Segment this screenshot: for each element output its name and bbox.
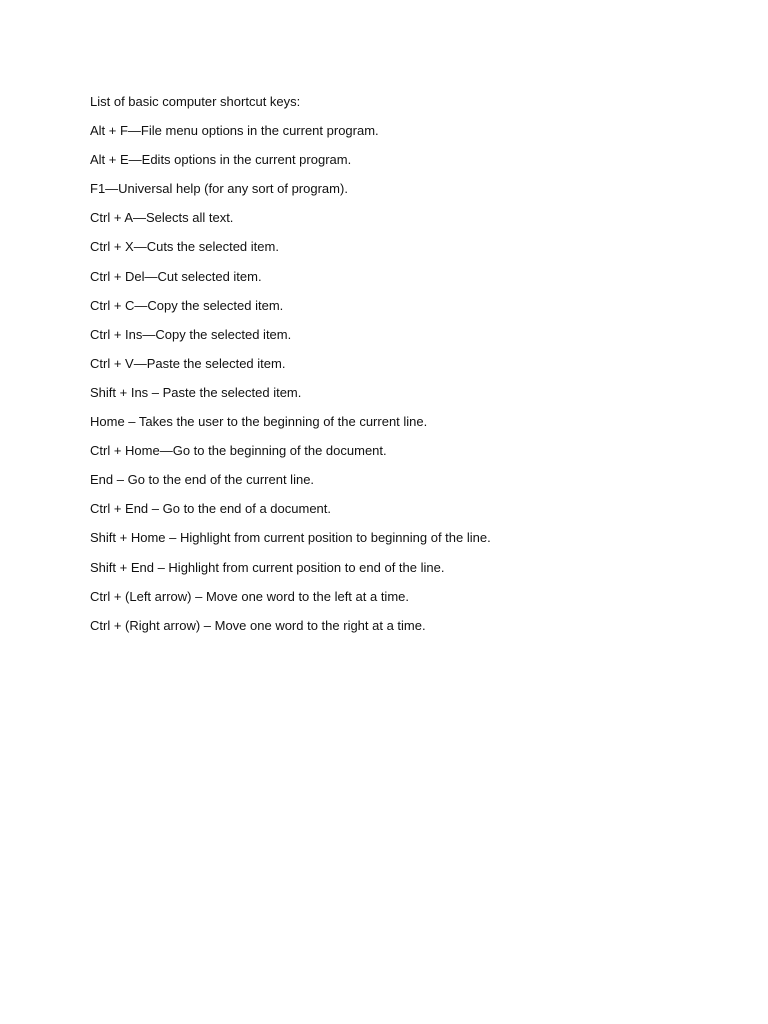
shortcut-line: Shift + End – Highlight from current position to end of the line. (90, 559, 445, 575)
document-heading: List of basic computer shortcut keys: (90, 94, 301, 109)
shortcut-line: F1—Universal help (for any sort of program). (90, 181, 348, 197)
shortcut-line: Shift + Home – Highlight from current position to beginning of the line. (90, 530, 491, 546)
shortcut-line: Shift + Ins – Paste the selected item. (90, 384, 302, 400)
shortcut-line: Ctrl + X—Cuts the selected item. (90, 239, 279, 255)
shortcut-line: Ctrl + Ins—Copy the selected item. (90, 326, 292, 342)
shortcut-line: Ctrl + (Left arrow) – Move one word to the left at a time. (90, 588, 409, 604)
shortcut-line: Ctrl + Del—Cut selected item. (90, 268, 262, 284)
shortcut-line: Ctrl + V—Paste the selected item. (90, 355, 286, 371)
shortcut-line: End – Go to the end of the current line. (90, 472, 315, 488)
shortcut-line: Home – Takes the user to the beginning of the current line. (90, 414, 428, 430)
shortcut-line: Ctrl + (Right arrow) – Move one word to the right at a time. (90, 617, 426, 633)
shortcut-line: Alt + F—File menu options in the current program. (90, 123, 379, 139)
shortcut-line: Ctrl + End – Go to the end of a document. (90, 501, 332, 517)
document-body (90, 92, 730, 645)
shortcut-line: Ctrl + A—Selects all text. (90, 210, 234, 226)
shortcut-line: Ctrl + Home—Go to the beginning of the document. (90, 443, 387, 459)
shortcut-line: Ctrl + C—Copy the selected item. (90, 297, 284, 313)
shortcut-line: Alt + E—Edits options in the current program. (90, 152, 352, 168)
